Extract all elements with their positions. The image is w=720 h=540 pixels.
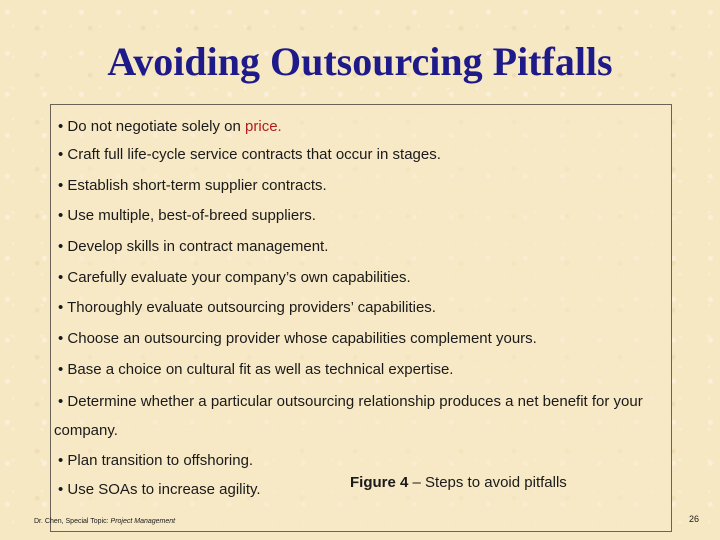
- bullet-item-9: • Base a choice on cultural fit as well as technical expertise.: [58, 361, 454, 378]
- figure-label: Figure 4: [350, 474, 409, 491]
- bullet-item-2: • Craft full life-cycle service contracts that occur in stages.: [58, 146, 441, 163]
- bullet-item-8: • Choose an outsourcing provider whose capabilities complement yours.: [58, 330, 537, 347]
- bullet-item-3: • Establish short-term supplier contracts.: [58, 177, 327, 194]
- highlight-word: price.: [245, 118, 282, 135]
- footer: [34, 518, 175, 525]
- slide-title: Avoiding Outsourcing Pitfalls: [107, 39, 613, 84]
- bullet-item-7: • Thoroughly evaluate outsourcing providers’ capabilities.: [58, 299, 436, 316]
- bullet-item-10: • Determine whether a particular outsourcing relationship produces a net benefit for your company.: [54, 393, 643, 439]
- figure-caption: [350, 474, 567, 491]
- bullet-item-1: [58, 118, 282, 136]
- bullet-item-4: • Use multiple, best-of-breed suppliers.: [58, 207, 316, 224]
- bullet-item-5: • Develop skills in contract management.: [58, 238, 329, 255]
- bullet-text: • Do not negotiate solely on: [58, 118, 246, 135]
- bullet-item-6: • Carefully evaluate your company’s own capabilities.: [58, 269, 411, 286]
- figure-caption-text: – Steps to avoid pitfalls: [408, 474, 567, 491]
- footer-course: Project Management: [110, 518, 176, 525]
- bullet-item-11: • Plan transition to offshoring.: [58, 452, 254, 469]
- bullet-item-12: • Use SOAs to increase agility.: [58, 481, 261, 498]
- page-number: 26: [689, 514, 700, 524]
- footer-author: Dr. Chen, Special Topic:: [34, 518, 111, 525]
